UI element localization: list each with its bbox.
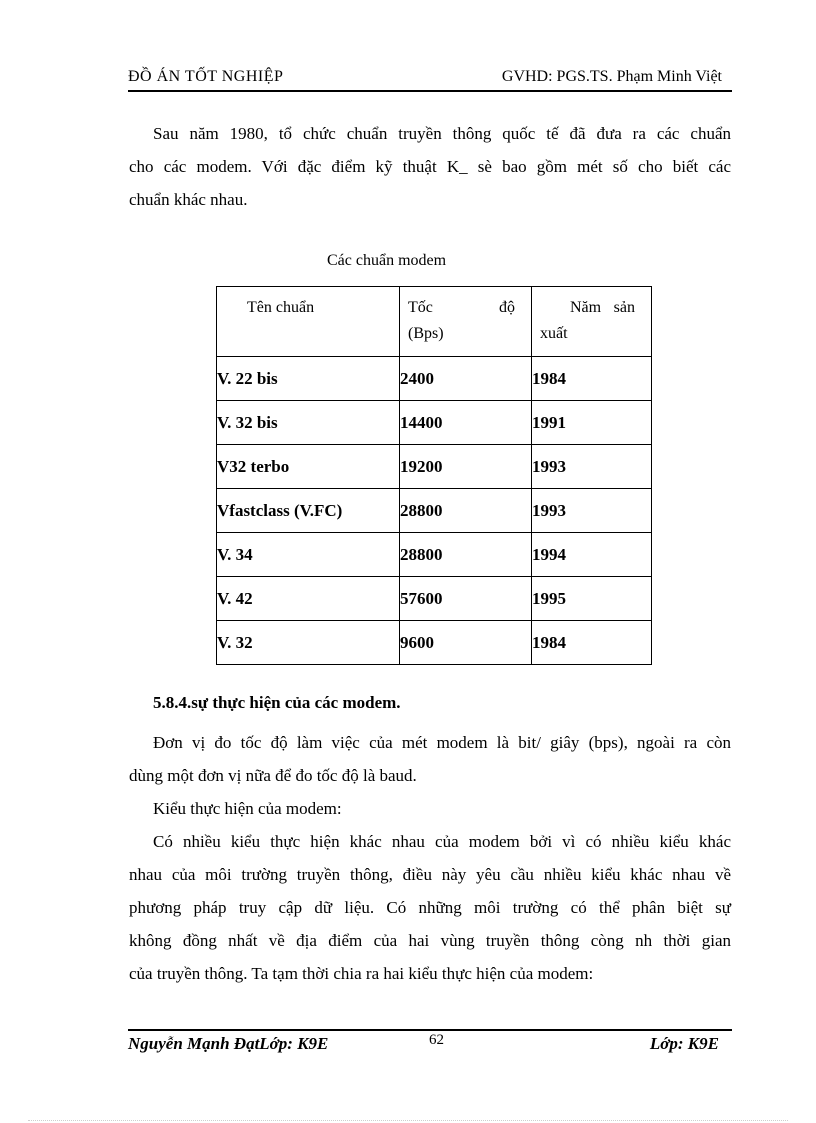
table-row <box>217 577 652 621</box>
cell-name: V. 34 <box>217 533 400 577</box>
cell-year: 1984 <box>532 357 652 401</box>
cell-year: 1995 <box>532 577 652 621</box>
cell-name: V. 22 bis <box>217 357 400 401</box>
header-year-cell <box>532 287 652 357</box>
cell-year: 1993 <box>532 489 652 533</box>
body-line: Đơn vị đo tốc độ làm việc của mét modem là bit/ giây (bps), ngoài ra còn <box>153 733 731 752</box>
cell-year: 1991 <box>532 401 652 445</box>
cell-speed: 9600 <box>400 621 532 665</box>
table-row <box>217 489 652 533</box>
table-row <box>217 401 652 445</box>
cell-name: V32 terbo <box>217 445 400 489</box>
footer-class: Lớp: K9E <box>649 1034 719 1053</box>
cell-year: 1993 <box>532 445 652 489</box>
page-number: 62 <box>429 1032 444 1048</box>
cell-speed: 28800 <box>400 533 532 577</box>
page-header <box>128 68 732 92</box>
table-row <box>217 533 652 577</box>
header-speed-cell <box>400 287 532 357</box>
table-row <box>217 445 652 489</box>
cell-speed: 28800 <box>400 489 532 533</box>
header-name-cell <box>217 287 400 357</box>
cell-speed: 14400 <box>400 401 532 445</box>
intro-paragraph <box>129 117 731 216</box>
cell-year: 1994 <box>532 533 652 577</box>
table-caption: Các chuẩn modem <box>327 252 447 269</box>
cell-name: Vfastclass (V.FC) <box>217 489 400 533</box>
section-heading: 5.8.4.sự thực hiện của các modem. <box>153 693 401 712</box>
cell-year: 1984 <box>532 621 652 665</box>
page-edge-divider <box>28 1120 788 1121</box>
footer-divider <box>128 1029 732 1031</box>
intro-line-1: Sau năm 1980, tổ chức chuẩn truyền thông quốc tế đã đưa ra các chuẩn <box>153 124 731 143</box>
cell-name: V. 42 <box>217 577 400 621</box>
header-speed: Tốc độ <box>408 299 515 316</box>
cell-speed: 2400 <box>400 357 532 401</box>
header-title: ĐỒ ÁN TỐT NGHIỆP <box>128 68 284 85</box>
body-paragraph-types <box>129 825 731 990</box>
body-line: nhau của môi trường truyền thông, điều này yêu cầu nhiều kiểu khác nhau về <box>129 865 731 884</box>
body-line: dùng một đơn vị nữa để đo tốc độ là baud. <box>129 766 417 785</box>
intro-line-3: chuẩn khác nhau. <box>129 190 248 209</box>
cell-speed: 57600 <box>400 577 532 621</box>
cell-speed: 19200 <box>400 445 532 489</box>
table-row <box>217 357 652 401</box>
cell-name: V. 32 bis <box>217 401 400 445</box>
intro-line-2: cho các modem. Với đặc điểm kỹ thuật K_ sè bao gồm mét số cho biết các <box>129 157 731 176</box>
body-line: không đồng nhất về địa điểm của hai vùng truyền thông còng nh thời gian <box>129 931 731 950</box>
body-line: Có nhiều kiểu thực hiện khác nhau của modem bởi vì có nhiều kiểu khác <box>153 832 731 851</box>
cell-name: V. 32 <box>217 621 400 665</box>
body-line: phương pháp truy cập dữ liệu. Có những môi trường có thể phân biệt sự <box>129 898 731 917</box>
header-speed-unit: (Bps) <box>408 325 444 342</box>
modem-standards-table <box>216 286 652 665</box>
body-line: Kiểu thực hiện của modem: <box>153 799 342 818</box>
body-paragraph-units <box>129 726 731 792</box>
header-supervisor: GVHD: PGS.TS. Phạm Minh Việt <box>501 68 722 85</box>
header-name: Tên chuẩn <box>247 299 315 316</box>
footer-author: Nguyễn Mạnh ĐạtLớp: K9E <box>128 1034 329 1053</box>
header-year: Năm sản <box>570 299 635 316</box>
table-header-row <box>217 287 652 357</box>
body-paragraph-types-label <box>129 792 731 825</box>
body-line: của truyền thông. Ta tạm thời chia ra hai kiểu thực hiện của modem: <box>129 964 594 983</box>
table-row <box>217 621 652 665</box>
header-year-2: xuất <box>540 325 568 342</box>
